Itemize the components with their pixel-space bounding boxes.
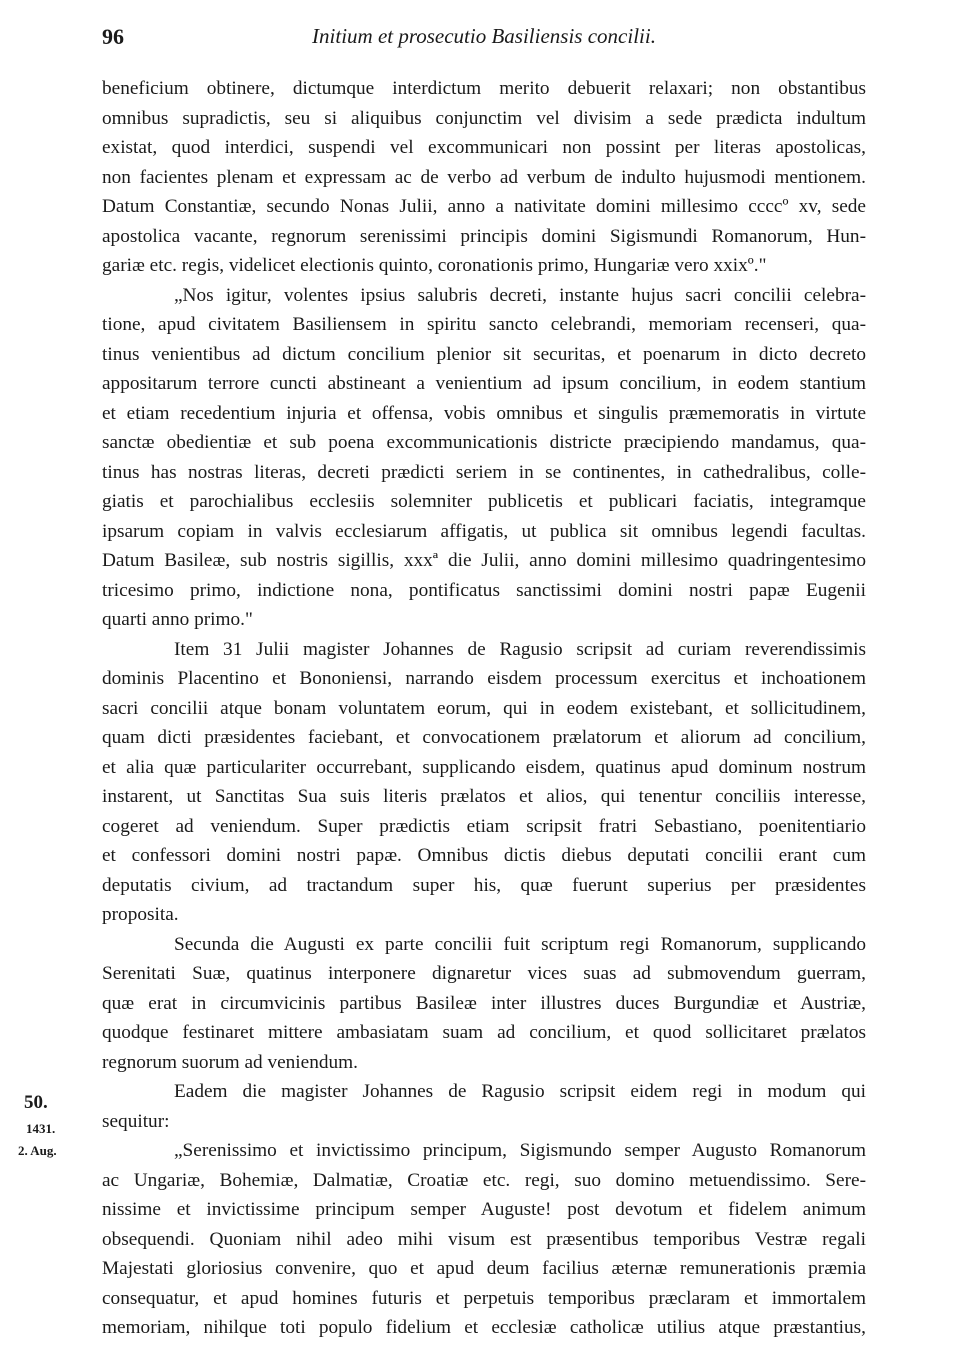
text-line: giatis et parochialibus ecclesiis solemniter publicetis et publicari faciatis, integramque: [102, 491, 866, 512]
text-line: omnibus supradictis, seu si aliquibus conjunctim vel divisim a sede prædicta indultum: [102, 107, 866, 129]
text-line: deputatis civium, ad tractandum super his, quæ fuerunt superius per præsidentes: [102, 874, 866, 896]
text-line: quæ erat in circumvicinis partibus Basileæ inter illustres duces Burgundiæ et Austriæ,: [102, 992, 866, 1014]
text-line: Datum Constantiæ, secundo Nonas Julii, anno a nativitate domini millesimo ccccº xv, sede: [102, 196, 866, 217]
body-text: [102, 74, 866, 1343]
text-line: non facientes plenam et expressam ac de verbo ad verbum de indulto hujusmodi mentionem.: [102, 166, 866, 188]
text-line: Eadem die magister Johannes de Ragusio scripsit eidem regi in modum qui: [174, 1081, 866, 1102]
text-line: existat, quod interdici, suspendi vel excommunicari non possint per literas apostolicas,: [102, 137, 866, 158]
text-line: ipsarum copiam in valvis ecclesiarum affigatis, ut publica sit omnibus legendi facultas.: [102, 520, 866, 542]
text-line: tricesimo primo, indictione nona, pontificatus sanctissimi domini nostri papæ Eugenii: [102, 579, 866, 601]
text-line: tinus has nostras literas, decreti prædicti seriem in se continentes, in cathedralibus, colle-: [102, 461, 866, 483]
running-title: Initium et prosecutio Basiliensis concilii.: [312, 24, 656, 48]
margin-note-date: 2. Aug.: [18, 1143, 57, 1158]
text-line: Secunda die Augusti ex parte concilii fuit scriptum regi Romanorum, supplicando: [174, 933, 866, 955]
text-line: sanctæ obedientiæ et sub poena excommunicationis districte præcipiendo mandamus, qua-: [102, 432, 866, 453]
text-line: „Serenissimo et invictissimo principum, Sigismundo semper Augusto Romanorum: [174, 1140, 866, 1161]
text-line: cogeret ad veniendum. Super prædictis etiam scripsit fratri Sebastiano, poenitentiario: [102, 815, 866, 837]
text-line: tione, apud civitatem Basiliensem in spiritu sancto celebrandi, memoriam recenseri, qua-: [102, 314, 866, 335]
text-line: nissime et invictissime principum semper Auguste! post devotum et fidelem animum: [102, 1199, 866, 1220]
text-line: et etiam recedentium injuria et offensa, vobis omnibus et singulis præmemoratis in virtute: [102, 402, 866, 424]
text-line: quodque festinaret mittere ambasiatam suam ad concilium, et quod sollicitaret prælatos: [102, 1022, 866, 1043]
text-line: quam dicti præsidentes faciebant, et convocationem prælatorum et aliorum ad concilium,: [102, 727, 866, 748]
text-line: sacri concilii atque bonam voluntatem eorum, qui in eodem existebant, et sollicitudinem,: [102, 697, 866, 719]
text-line: beneficium obtinere, dictumque interdictum merito debuerit relaxari; non obstantibus: [102, 78, 866, 99]
text-line: Datum Basileæ, sub nostris sigillis, xxxª die Julii, anno domini millesimo quadringentesimo: [102, 550, 866, 571]
text-line: et confessori domini nostri papæ. Omnibus dictis diebus deputati concilii erant cum: [102, 845, 866, 866]
margin-note-number: 50.: [24, 1092, 48, 1113]
page-header: [102, 24, 866, 60]
text-line: memoriam, nihilque toti populo fidelium et ecclesiæ catholicæ utilius atque præstantius,: [102, 1317, 866, 1338]
text-line: gariæ etc. regis, videlicet electionis quinto, coronationis primo, Hungariæ vero xxixº.": [102, 255, 767, 276]
text-line: regnorum suorum ad veniendum.: [102, 1051, 358, 1073]
text-line: dominis Placentino et Bononiensi, narrando eisdem processum exercitus et inchoationem: [102, 668, 866, 689]
text-line: „Nos igitur, volentes ipsius salubris decreti, instante hujus sacri concilii celebra-: [174, 284, 866, 306]
margin-note-year: 1431.: [26, 1121, 56, 1136]
text-line: Item 31 Julii magister Johannes de Ragusio scripsit ad curiam reverendissimis: [174, 638, 866, 660]
text-line: instarent, ut Sanctitas Sua suis literis prælatos et alios, qui tenentur conciliis interesse,: [102, 786, 866, 807]
page-number: 96: [102, 24, 124, 49]
text-line: appositarum terrore cuncti abstineant a venientium ad ipsum concilium, in eodem stantium: [102, 373, 866, 394]
text-line: proposita.: [102, 904, 179, 925]
text-line: consequatur, et apud homines futuris et perpetuis temporibus præclaram et immortalem: [102, 1287, 866, 1309]
text-line: sequitur:: [102, 1110, 170, 1132]
text-line: ac Ungariæ, Bohemiæ, Dalmatiæ, Croatiæ etc. regi, suo domino metuendissimo. Sere-: [102, 1169, 866, 1191]
text-line: apostolica vacante, regnorum serenissimi principis domini Sigismundi Romanorum, Hun-: [102, 225, 866, 247]
text-line: Majestati gloriosius convenire, quo et apud deum facilius æternæ remunerationis præmia: [102, 1258, 866, 1279]
text-line: et alia quæ particulariter occurrebant, supplicando eisdem, quatinus apud dominum nostrum: [102, 756, 866, 778]
text-line: tinus venientibus ad dictum concilium plenior sit securitas, et poenarum in dicto decreto: [102, 343, 866, 365]
text-line: quarti anno primo.": [102, 609, 253, 630]
text-line: obsequendi. Quoniam nihil adeo mihi visum est præsentibus temporibus Vestræ regali: [102, 1228, 866, 1250]
text-line: Serenitati Suæ, quatinus interponere dignaretur vices suas ad submovendum guerram,: [102, 963, 866, 984]
